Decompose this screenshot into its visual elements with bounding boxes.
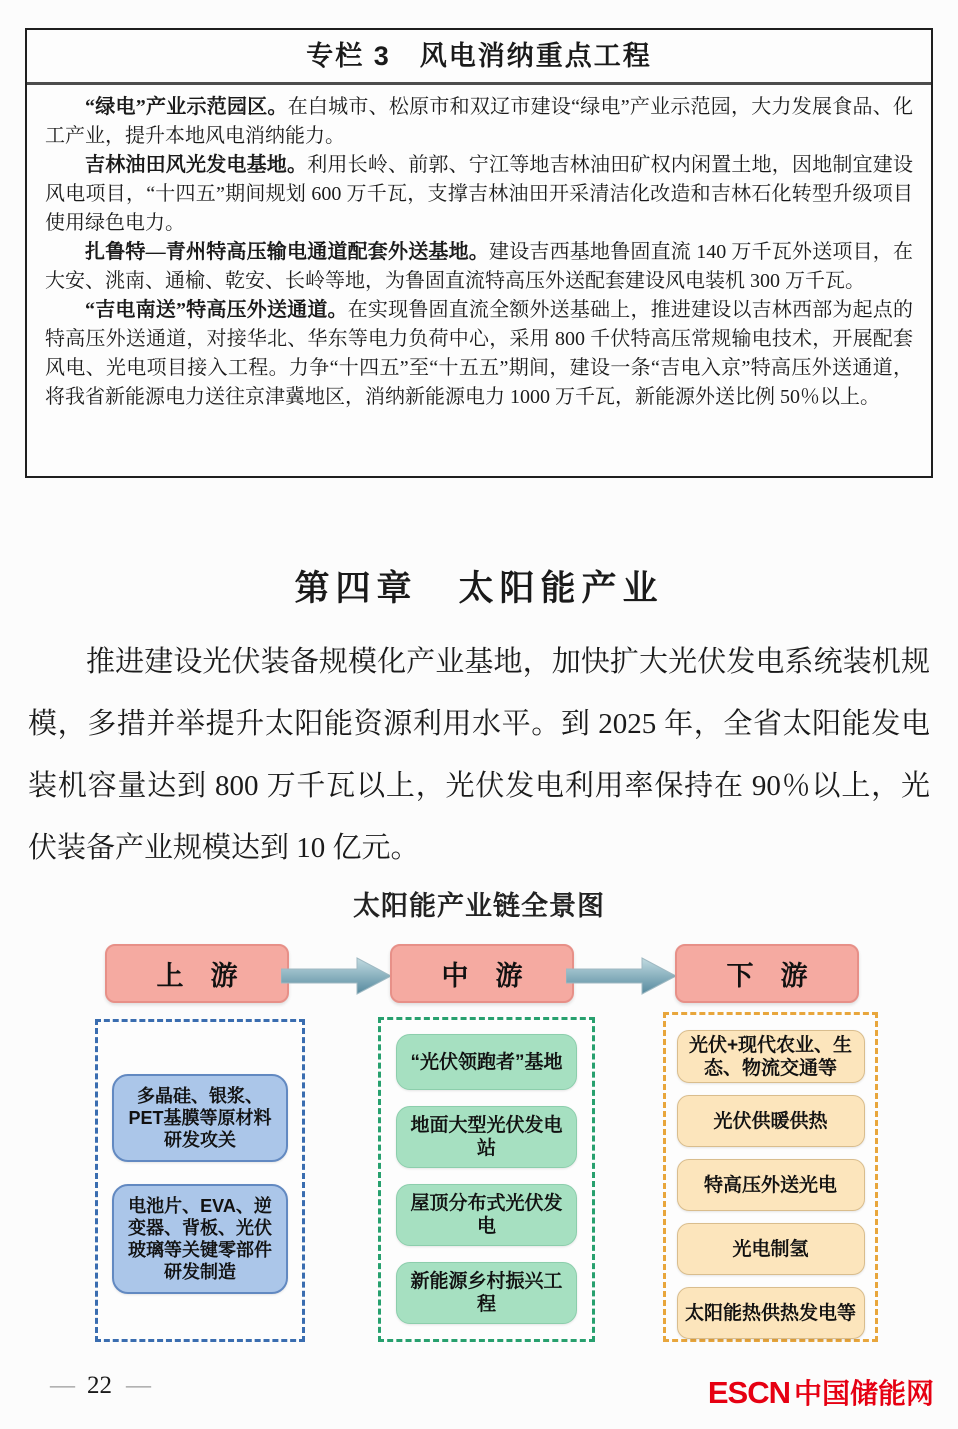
diagram-node: 新能源乡村振兴工程	[396, 1262, 577, 1324]
paragraph-lead: “绿电”产业示范园区。	[85, 96, 288, 118]
callout-paragraph	[45, 151, 913, 238]
callout-body	[27, 85, 931, 412]
paragraph-text: 在白城市、松原市和双辽市建设“绿电”产业示范园，大力发展食品、化工产业，提升本地风电消纳能力。	[45, 96, 913, 147]
paragraph-text: 在实现鲁固直流全额外送基础上，推进建设以吉林西部为起点的特高压外送通道，对接华北、华东等电力负荷中心，采用 800 千伏特高压常规输电技术，开展配套风电、光电项目接入工程。力争“十四五”至“十五五”期间，建设一条“吉电入京”特高压外送通道，将我省新能源电力送往京津冀地区，消纳新能源电力 1000 万千瓦，新能源外送比例 50％以上。	[45, 299, 914, 408]
page-number	[50, 1372, 149, 1400]
chapter-paragraph: 推进建设光伏装备规模化产业基地，加快扩大光伏发电系统装机规模，多措并举提升太阳能资源利用水平。到 2025 年，全省太阳能发电装机容量达到 800 万千瓦以上，光伏发电利用率保持在 90％以上，光伏装备产业规模达到 10 亿元。	[28, 646, 930, 864]
escn-logo-chinese: 中国储能网	[793, 1378, 934, 1409]
diagram-node: 电池片、EVA、逆变器、背板、光伏玻璃等关键零部件研发制造	[112, 1184, 288, 1294]
diagram-node: 屋顶分布式光伏发电	[396, 1184, 577, 1246]
midstream-column	[378, 1017, 595, 1342]
callout-box	[25, 28, 933, 478]
diagram-node: 多晶硅、银浆、PET基膜等原材料研发攻关	[112, 1074, 288, 1162]
stage-label: 下 游	[726, 961, 808, 991]
stage-header-downstream	[675, 944, 859, 1003]
paragraph-text: 建设吉西基地鲁固直流 140 万千瓦外送项目，在大安、洮南、通榆、乾安、长岭等地，为鲁固直流特高压外送配套建设风电装机 300 万千瓦。	[45, 241, 913, 292]
stage-header-upstream	[105, 944, 289, 1003]
diagram-node: 特高压外送光电	[677, 1159, 865, 1211]
paragraph-lead: 扎鲁特—青州特高压输电通道配套外送基地。	[85, 241, 489, 263]
stage-label: 中 游	[441, 961, 523, 991]
downstream-column	[663, 1012, 878, 1342]
stage-header-midstream	[390, 944, 574, 1003]
page-number-dash: —	[50, 1372, 73, 1399]
diagram-title: 太阳能产业链全景图	[353, 891, 605, 921]
page-number-value: 22	[87, 1372, 112, 1399]
paragraph-lead: 吉林油田风光发电基地。	[85, 154, 308, 176]
escn-logo	[708, 1372, 934, 1412]
diagram-node: 光电制氢	[677, 1223, 865, 1275]
callout-paragraph	[45, 296, 913, 412]
callout-paragraph	[45, 238, 913, 296]
callout-paragraph	[45, 93, 913, 151]
upstream-column	[95, 1019, 305, 1342]
escn-logo-latin: ESCN	[707, 1375, 790, 1410]
flow-arrow-icon	[281, 955, 393, 997]
flow-arrow-icon	[566, 955, 678, 997]
page-number-dash: —	[126, 1372, 149, 1399]
diagram-node: 太阳能热供热发电等	[677, 1287, 865, 1339]
callout-title: 专栏 3 风电消纳重点工程	[306, 41, 652, 71]
diagram-node: 光伏+现代农业、生态、物流交通等	[677, 1030, 865, 1083]
paragraph-text: 利用长岭、前郭、宁江等地吉林油田矿权内闲置土地，因地制宜建设风电项目，“十四五”期间规划 600 万千瓦，支撑吉林油田开采清洁化改造和吉林石化转型升级项目使用绿色电力。	[45, 154, 914, 234]
diagram-node: “光伏领跑者”基地	[396, 1034, 577, 1090]
stage-label: 上 游	[156, 961, 238, 991]
diagram-node: 地面大型光伏发电站	[396, 1106, 577, 1168]
paragraph-lead: “吉电南送”特高压外送通道。	[85, 299, 348, 321]
diagram-node: 光伏供暖供热	[677, 1095, 865, 1147]
chapter-heading: 第四章 太阳能产业	[294, 569, 664, 609]
solar-industry-chain-diagram	[0, 934, 958, 1354]
